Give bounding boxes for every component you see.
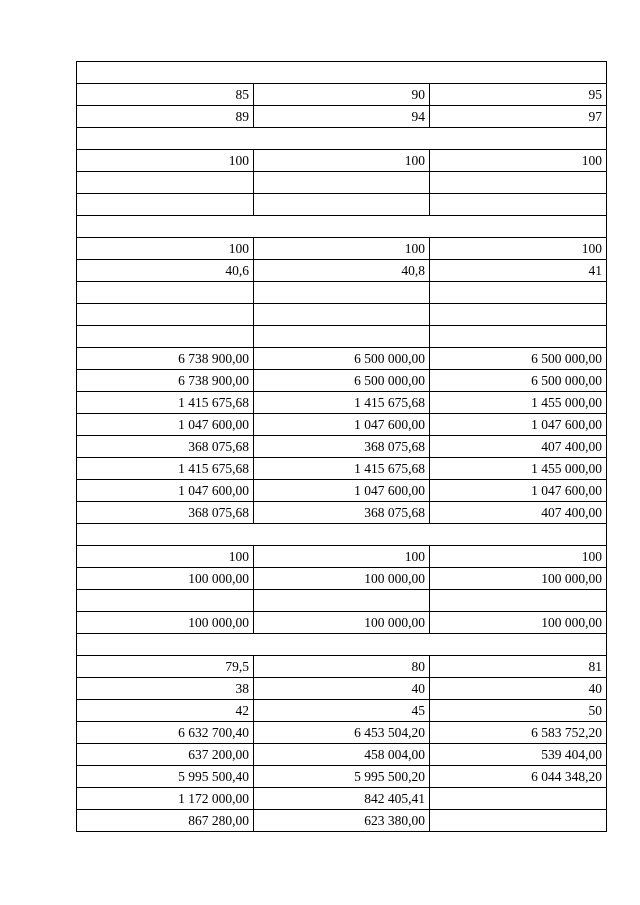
table-row [77, 304, 607, 326]
table-cell-col1: 5 995 500,40 [77, 766, 254, 788]
table-cell-col2 [254, 590, 430, 612]
table-row [77, 810, 607, 832]
table-cell-col1: 42 [77, 700, 254, 722]
table-cell-col3: 6 044 348,20 [430, 766, 607, 788]
table-row [77, 326, 607, 348]
table-cell-col1 [77, 282, 254, 304]
table-cell-col2: 1 415 675,68 [254, 458, 430, 480]
table-cell-col1: 89 [77, 106, 254, 128]
table-cell-col3: 100 000,00 [430, 612, 607, 634]
table-cell-col2: 842 405,41 [254, 788, 430, 810]
table-cell-col2: 6 500 000,00 [254, 348, 430, 370]
table-cell-col1 [77, 326, 254, 348]
table-cell-col1: 637 200,00 [77, 744, 254, 766]
table-cell-col3: 1 047 600,00 [430, 414, 607, 436]
table-row [77, 502, 607, 524]
table-cell-col1: 1 172 000,00 [77, 788, 254, 810]
table-cell-col3: 100 [430, 150, 607, 172]
table-cell-col3: 97 [430, 106, 607, 128]
table-cell-col1: 85 [77, 84, 254, 106]
table-cell-col1: 1 415 675,68 [77, 392, 254, 414]
table-row [77, 788, 607, 810]
table-row [77, 766, 607, 788]
table-row [77, 436, 607, 458]
section-cell [77, 128, 607, 150]
table-cell-col2: 100 [254, 546, 430, 568]
table-cell-col1: 6 738 900,00 [77, 348, 254, 370]
table-cell-col2: 100 [254, 150, 430, 172]
table-cell-col1: 867 280,00 [77, 810, 254, 832]
table-cell-col2: 45 [254, 700, 430, 722]
table-cell-col1 [77, 172, 254, 194]
table-cell-col3: 95 [430, 84, 607, 106]
table-row [77, 370, 607, 392]
table-cell-col3: 100 [430, 546, 607, 568]
section-row [77, 62, 607, 84]
table-cell-col3: 100 000,00 [430, 568, 607, 590]
table-cell-col3 [430, 788, 607, 810]
table-cell-col2: 80 [254, 656, 430, 678]
section-cell [77, 524, 607, 546]
table-cell-col3: 81 [430, 656, 607, 678]
table-cell-col2 [254, 282, 430, 304]
table-row [77, 260, 607, 282]
table-cell-col3 [430, 590, 607, 612]
table-cell-col2: 90 [254, 84, 430, 106]
table-cell-col1: 100 000,00 [77, 568, 254, 590]
table-cell-col3 [430, 194, 607, 216]
table-cell-col1: 6 632 700,40 [77, 722, 254, 744]
table-cell-col1 [77, 590, 254, 612]
table-row [77, 700, 607, 722]
table-cell-col3: 50 [430, 700, 607, 722]
table-cell-col1: 40,6 [77, 260, 254, 282]
table-cell-col2: 40,8 [254, 260, 430, 282]
table-row [77, 194, 607, 216]
table-cell-col2: 5 995 500,20 [254, 766, 430, 788]
table-row [77, 568, 607, 590]
table-cell-col1: 100 000,00 [77, 612, 254, 634]
table-cell-col2: 1 047 600,00 [254, 414, 430, 436]
table-cell-col2: 1 415 675,68 [254, 392, 430, 414]
table-cell-col1: 1 047 600,00 [77, 414, 254, 436]
table-row [77, 84, 607, 106]
table-cell-col2: 368 075,68 [254, 502, 430, 524]
table-cell-col2: 458 004,00 [254, 744, 430, 766]
table-cell-col3: 539 404,00 [430, 744, 607, 766]
table-cell-col3: 6 500 000,00 [430, 370, 607, 392]
table-cell-col1: 368 075,68 [77, 502, 254, 524]
table-cell-col2: 1 047 600,00 [254, 480, 430, 502]
table-row [77, 348, 607, 370]
table-cell-col2: 368 075,68 [254, 436, 430, 458]
table-cell-col2: 100 000,00 [254, 612, 430, 634]
data-table [76, 61, 607, 832]
table-cell-col3: 1 455 000,00 [430, 392, 607, 414]
section-row [77, 128, 607, 150]
table-cell-col3: 407 400,00 [430, 502, 607, 524]
section-row [77, 634, 607, 656]
table-cell-col2: 6 453 504,20 [254, 722, 430, 744]
table-cell-col2: 40 [254, 678, 430, 700]
table-row [77, 656, 607, 678]
table-cell-col3: 41 [430, 260, 607, 282]
table-cell-col1: 100 [77, 150, 254, 172]
table-cell-col1: 38 [77, 678, 254, 700]
table-cell-col1: 1 047 600,00 [77, 480, 254, 502]
table-cell-col3: 100 [430, 238, 607, 260]
table-cell-col1: 6 738 900,00 [77, 370, 254, 392]
table-row [77, 480, 607, 502]
table-cell-col2: 623 380,00 [254, 810, 430, 832]
table-cell-col1: 100 [77, 546, 254, 568]
section-row [77, 524, 607, 546]
table-cell-col3 [430, 304, 607, 326]
section-row [77, 216, 607, 238]
table-row [77, 744, 607, 766]
table-cell-col1 [77, 194, 254, 216]
table-cell-col3: 6 500 000,00 [430, 348, 607, 370]
table-cell-col3: 6 583 752,20 [430, 722, 607, 744]
table-cell-col3 [430, 326, 607, 348]
table-row [77, 150, 607, 172]
table-cell-col1 [77, 304, 254, 326]
table-row [77, 172, 607, 194]
table-cell-col3 [430, 810, 607, 832]
section-cell [77, 634, 607, 656]
table-cell-col2: 94 [254, 106, 430, 128]
table-row [77, 392, 607, 414]
table-row [77, 612, 607, 634]
table-cell-col3: 40 [430, 678, 607, 700]
table-cell-col3: 1 047 600,00 [430, 480, 607, 502]
table-cell-col3 [430, 172, 607, 194]
table-row [77, 722, 607, 744]
table-row [77, 414, 607, 436]
table-cell-col3: 1 455 000,00 [430, 458, 607, 480]
table-cell-col2 [254, 172, 430, 194]
table-cell-col3 [430, 282, 607, 304]
table-cell-col2: 100 [254, 238, 430, 260]
section-cell [77, 216, 607, 238]
table-row [77, 458, 607, 480]
table-cell-col2 [254, 304, 430, 326]
table-body [77, 62, 607, 832]
table-row [77, 106, 607, 128]
table-cell-col2 [254, 326, 430, 348]
table-row [77, 678, 607, 700]
table-cell-col1: 79,5 [77, 656, 254, 678]
table-cell-col3: 407 400,00 [430, 436, 607, 458]
table-row [77, 590, 607, 612]
table-row [77, 238, 607, 260]
table-row [77, 546, 607, 568]
table-row [77, 282, 607, 304]
table-cell-col1: 100 [77, 238, 254, 260]
table-cell-col1: 1 415 675,68 [77, 458, 254, 480]
table-cell-col2: 100 000,00 [254, 568, 430, 590]
table-cell-col1: 368 075,68 [77, 436, 254, 458]
table-cell-col2 [254, 194, 430, 216]
table-cell-col2: 6 500 000,00 [254, 370, 430, 392]
section-cell [77, 62, 607, 84]
